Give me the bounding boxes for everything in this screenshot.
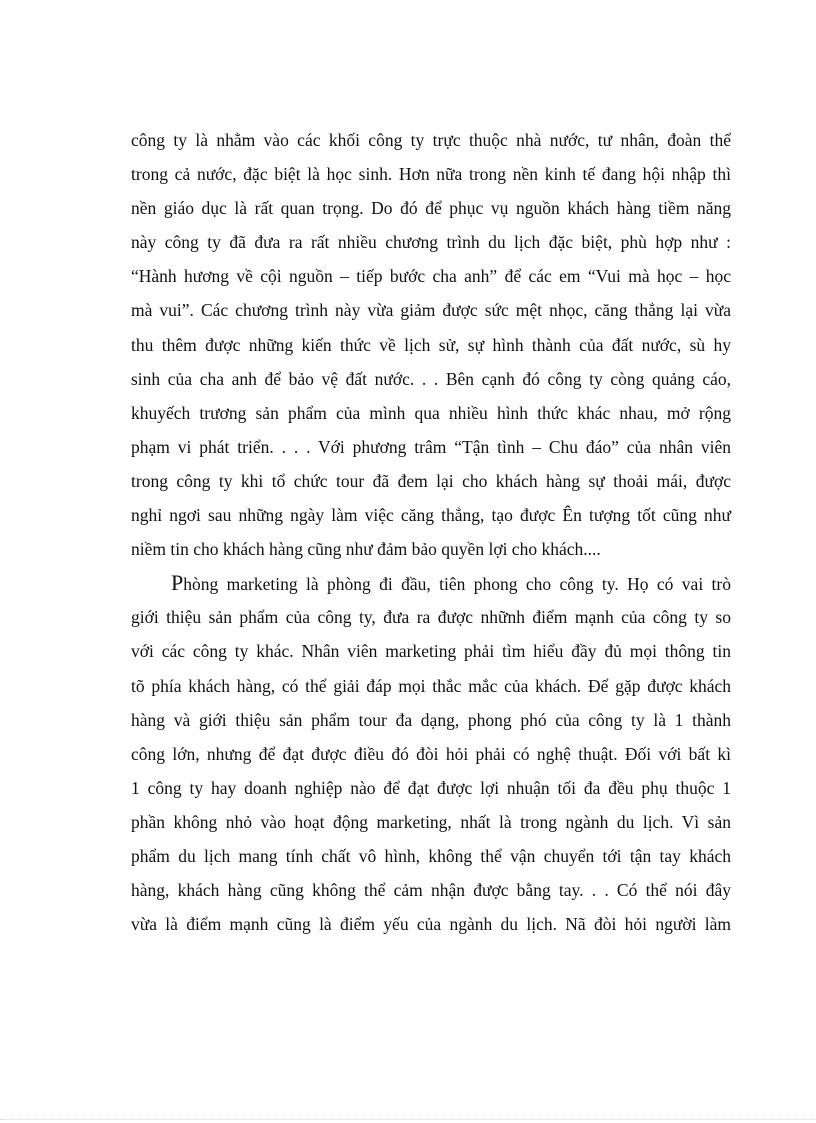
text-line: trong công ty khi tổ chức tour đã đem lại cho khách hàng sự thoải mái, được xyxy=(131,470,731,491)
text-line: 1 công ty hay doanh nghiệp nào để đạt được lợi nhuận tối đa đều phụ thuộc 1 xyxy=(131,777,731,798)
text-line-rest: hòng marketing là phòng đi đầu, tiên phong cho công ty. Họ có vai trò xyxy=(183,574,731,595)
text-line: sinh của cha anh để bảo vệ đất nước. . . Bên cạnh đó công ty còng quảng cáo, xyxy=(131,368,731,389)
text-line: nghỉ ngơi sau những ngày làm việc căng thẳng, tạo được Ên tượng tốt cũng như xyxy=(131,505,731,526)
text-line: khuyếch trương sản phẩm của mình qua nhiều hình thức khác nhau, mở rộng xyxy=(131,402,731,423)
text-line: “Hành hương về cội nguồn – tiếp bước cha anh” để các em “Vui mà học – học xyxy=(131,266,731,287)
text-line: công lớn, nhưng để đạt được điều đó đòi hỏi phải có nghệ thuật. Đối với bất kì xyxy=(131,743,731,764)
text-line: thu thêm được những kiến thức về lịch sử, sự hình thành của đất nước, sù hy xyxy=(131,334,731,355)
page-bottom-border xyxy=(0,1119,816,1120)
document-body xyxy=(131,123,731,941)
text-line: công ty là nhằm vào các khối công ty trực thuộc nhà nước, tư nhân, đoàn thể xyxy=(131,130,731,150)
text-line: phần không nhỏ vào hoạt động marketing, nhất là trong ngành du lịch. Vì sản xyxy=(131,811,731,832)
text-line-first xyxy=(131,566,731,600)
text-line: trong cả nước, đặc biệt là học sinh. Hơn nữa trong nền kinh tế đang hội nhập thì xyxy=(131,164,731,185)
text-line: nền giáo dục là rất quan trọng. Do đó để phục vụ nguồn khách hàng tiềm năng xyxy=(131,198,731,219)
text-line: niềm tin cho khách hàng cũng như đảm bảo quyền lợi cho khách.... xyxy=(131,539,601,560)
text-line: phạm vi phát triển. . . . Với phương trâm “Tận tình – Chu đáo” của nhân viên xyxy=(131,436,731,457)
text-line: giới thiệu sản phẩm của công ty, đưa ra được nhữnh điểm mạnh của công ty so xyxy=(131,607,731,628)
paragraph-2 xyxy=(131,566,731,941)
text-line: vừa là điểm mạnh cũng là điểm yếu của ngành du lịch. Nã đòi hỏi người làm xyxy=(131,914,731,935)
text-line: phẩm du lịch mang tính chất vô hình, không thể vận chuyển tới tận tay khách xyxy=(131,845,731,866)
text-line: tõ phía khách hàng, có thể giải đáp mọi thắc mắc của khách. Để gặp được khách xyxy=(131,675,731,696)
text-line: hàng, khách hàng cũng không thể cảm nhận được bằng tay. . . Có thể nói đây xyxy=(131,880,731,901)
paragraph-1 xyxy=(131,123,731,566)
text-line: này công ty đã đưa ra rất nhiều chương trình du lịch đặc biệt, phù hợp như : xyxy=(131,232,731,253)
text-line: với các công ty khác. Nhân viên marketing phải tìm hiểu đầy đủ mọi thông tin xyxy=(131,641,731,662)
drop-cap: P xyxy=(171,570,184,596)
text-line: mà vui”. Các chương trình này vừa giảm được sức mệt nhọc, căng thẳng lại vừa xyxy=(131,300,731,321)
text-line: hàng và giới thiệu sản phẩm tour đa dạng, phong phó của công ty là 1 thành xyxy=(131,709,731,730)
